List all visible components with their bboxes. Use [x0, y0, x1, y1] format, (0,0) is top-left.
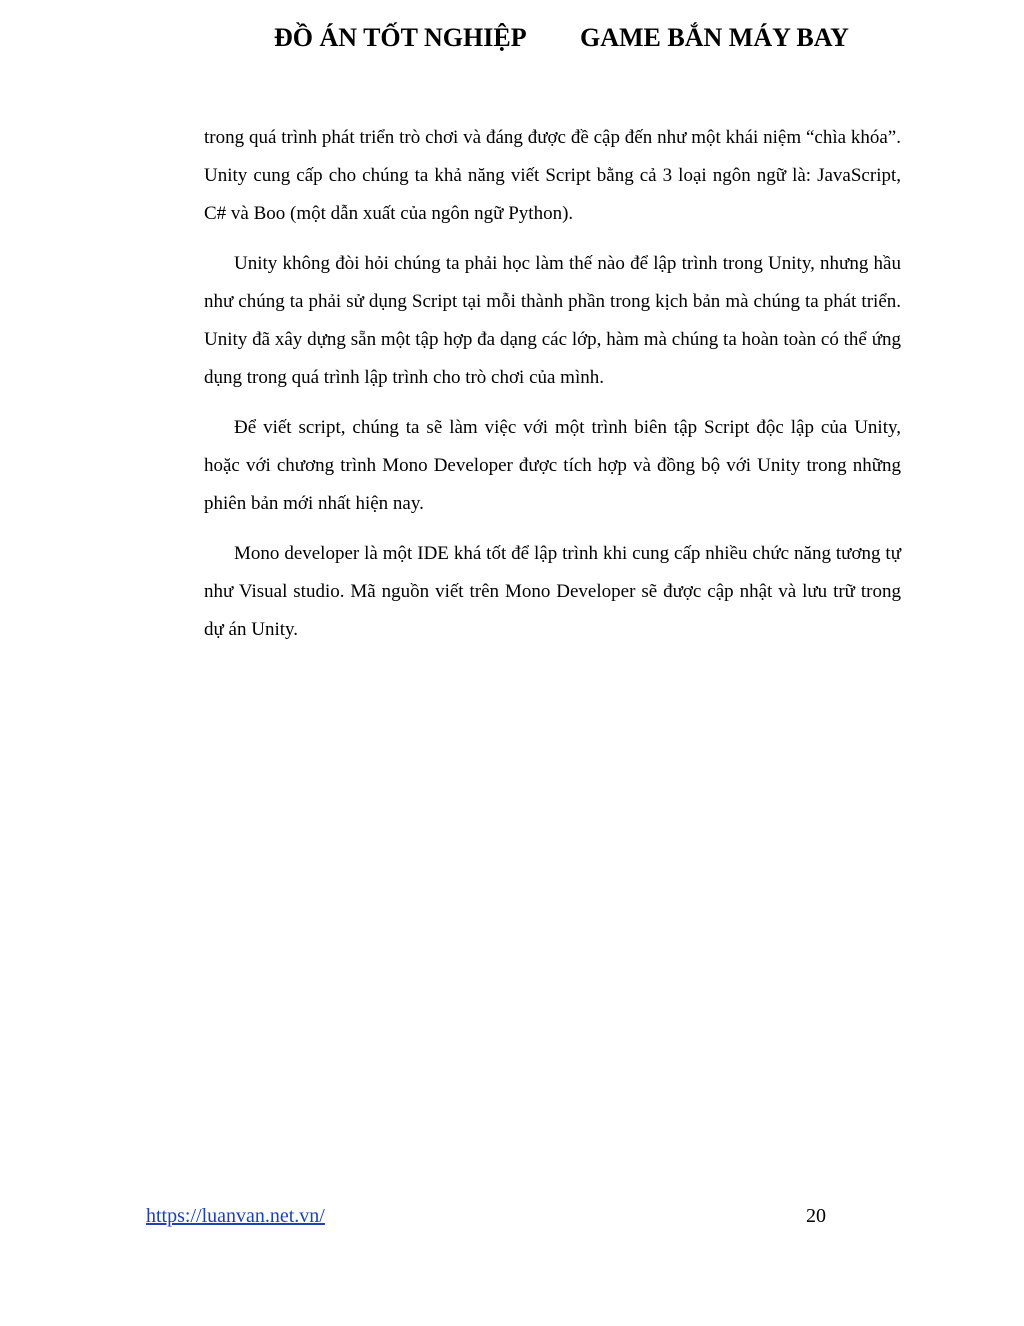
project-title: GAME BẮN MÁY BAY: [580, 23, 849, 52]
body-text: [204, 119, 901, 661]
paragraph-unity-scripting: Unity không đòi hỏi chúng ta phải học làm thế nào để lập trình trong Unity, nhưng hầu như chúng ta phải sử dụng Script tại mỗi thành phần trong kịch bản mà chúng ta phát triển. Unity đã xây dựng sẵn một tập hợp đa dạng các lớp, hàm mà chúng ta hoàn toàn có thể ứng dụng trong quá trình lập trình cho trò chơi của mình.: [204, 253, 901, 388]
paragraph-mono-developer: Mono developer là một IDE khá tốt để lập trình khi cung cấp nhiều chức năng tương tự như Visual studio. Mã nguồn viết trên Mono Developer sẽ được cập nhật và lưu trữ trong dự án Unity.: [204, 543, 901, 640]
paragraph-script-editor: Để viết script, chúng ta sẽ làm việc với một trình biên tập Script độc lập của Unity, hoặc với chương trình Mono Developer được tích hợp và đồng bộ với Unity trong những phiên bản mới nhất hiện nay.: [204, 417, 901, 514]
page-footer: [0, 1200, 1024, 1232]
page-number: 20: [806, 1205, 826, 1227]
document-type-title: ĐỒ ÁN TỐT NGHIỆP: [274, 23, 527, 52]
website-link[interactable]: https://luanvan.net.vn/: [146, 1205, 325, 1227]
page-header: [0, 20, 1024, 56]
paragraph-continued: trong quá trình phát triển trò chơi và đáng được đề cập đến như một khái niệm “chìa khóa”. Unity cung cấp cho chúng ta khả năng viết Script bằng cả 3 loại ngôn ngữ là: JavaScript, C# và Boo (một dẫn xuất của ngôn ngữ Python).: [204, 127, 901, 224]
